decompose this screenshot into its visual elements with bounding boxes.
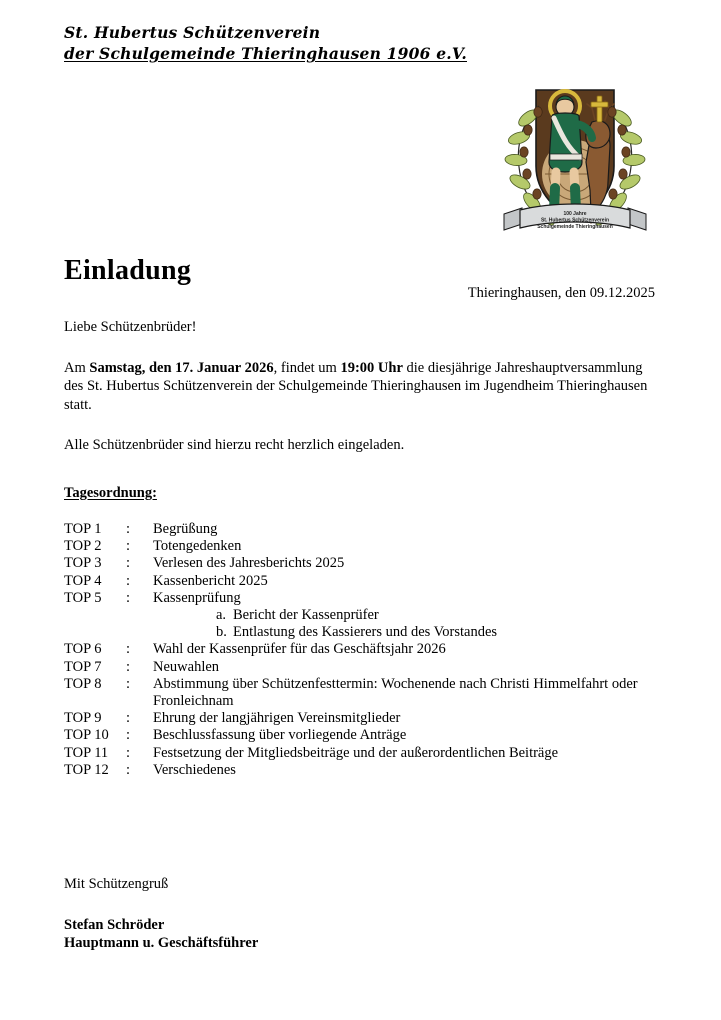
- agenda-item-colon: :: [126, 589, 131, 606]
- agenda-item-text: Neuwahlen: [153, 658, 220, 675]
- agenda-item-label: TOP 2: [64, 538, 102, 555]
- agenda-item-colon: :: [126, 521, 131, 537]
- agenda-item-colon: :: [126, 727, 131, 744]
- main-paragraph-part-2: , findet um: [273, 359, 341, 376]
- invitation-paragraph: Alle Schützenbrüder sind hierzu recht herzlich eingeladen.: [64, 437, 405, 453]
- agenda-subitem: [64, 624, 656, 641]
- club-emblem: [492, 62, 658, 238]
- agenda-item-colon: :: [126, 572, 131, 589]
- agenda-item-text: Beschlussfassung über vorliegende Anträge: [153, 727, 407, 744]
- agenda-item: [64, 590, 656, 607]
- agenda-item-label: TOP 6: [64, 641, 102, 658]
- agenda-item: [64, 659, 656, 676]
- agenda-item-text: Festsetzung der Mitgliedsbeiträge und der außerordentlichen Beiträge: [153, 744, 559, 761]
- agenda-subitem-marker: a.: [216, 607, 227, 624]
- main-paragraph: [64, 359, 656, 415]
- agenda-item-label: TOP 9: [64, 710, 102, 727]
- agenda-item-text: Verschiedenes: [153, 761, 236, 778]
- agenda-item-label: TOP 10: [64, 727, 109, 744]
- agenda-subitem-marker: b.: [216, 624, 227, 641]
- agenda-item-colon: :: [126, 658, 131, 675]
- agenda-item: [64, 762, 656, 779]
- agenda-list: [64, 521, 656, 779]
- agenda-item: [64, 573, 656, 590]
- agenda-item-label: TOP 11: [64, 744, 109, 761]
- agenda-item-text: Begrüßung: [153, 521, 218, 537]
- agenda-item-colon: :: [126, 675, 131, 692]
- emblem-banner: [504, 204, 646, 230]
- agenda-item-colon: :: [126, 555, 131, 572]
- agenda-item-text: Totengedenken: [153, 538, 242, 555]
- letterhead-line-1: St. Hubertus Schützenverein: [64, 23, 321, 42]
- agenda-item-text: Kassenbericht 2025: [153, 572, 268, 589]
- agenda-item: [64, 710, 656, 727]
- agenda-subitem: [64, 607, 656, 624]
- letter-body: [64, 318, 656, 455]
- agenda-item-colon: :: [126, 641, 131, 658]
- agenda-item-label: TOP 1: [64, 521, 102, 537]
- agenda-item-text: Verlesen des Jahresberichts 2025: [153, 555, 345, 572]
- agenda-item-colon: :: [126, 538, 131, 555]
- agenda-item-colon: :: [126, 710, 131, 727]
- meeting-time-bold: 19:00 Uhr: [340, 359, 403, 376]
- agenda-item: [64, 727, 656, 744]
- agenda-item-label: TOP 4: [64, 572, 102, 589]
- agenda-item-label: TOP 3: [64, 555, 102, 572]
- agenda-item: [64, 538, 656, 555]
- agenda-subitem-text: Entlastung des Kassierers und des Vorstandes: [233, 624, 498, 641]
- agenda-item-text: Wahl der Kassenprüfer für das Geschäftsjahr 2026: [153, 641, 446, 658]
- meeting-date-bold: Samstag, den 17. Januar 2026: [89, 359, 274, 376]
- date-line: Thieringhausen, den 09.12.2025: [467, 285, 655, 301]
- banner-text-line-1: 100 Jahre: [563, 211, 587, 217]
- agenda-item: [64, 521, 656, 538]
- letterhead: [64, 22, 467, 64]
- agenda-subitem-text: Bericht der Kassenprüfer: [233, 607, 379, 624]
- main-paragraph-part-3: die diesjährige Jahreshauptversammlung des St. Hubertus Schützenverein der Schulgemeinde Thieringhausen im Jugendheim Thieringhausen statt.: [64, 359, 648, 413]
- agenda-item-label: TOP 7: [64, 658, 102, 675]
- page-title: Einladung: [64, 254, 192, 286]
- agenda-item: [64, 745, 656, 762]
- agenda-item-label: TOP 8: [64, 675, 102, 692]
- banner-text-line-3: Schulgemeinde Thieringhausen: [537, 224, 613, 230]
- salutation: Liebe Schützenbrüder!: [64, 319, 197, 335]
- letterhead-line-2: der Schulgemeinde Thieringhausen 1906 e.V.: [64, 44, 467, 63]
- agenda-item-text: Abstimmung über Schützenfesttermin: Wochenende nach Christi Himmelfahrt oder Fronleichnam: [153, 675, 638, 710]
- agenda-item-colon: :: [126, 761, 131, 778]
- agenda-item-label: TOP 12: [64, 761, 109, 778]
- agenda-item: [64, 641, 656, 658]
- signature-role: Hauptmann u. Geschäftsführer: [64, 935, 259, 951]
- closing-greeting: Mit Schützengruß: [64, 876, 169, 892]
- banner-text-line-2: St. Hubertus Schützenverein: [540, 217, 610, 224]
- agenda-item-label: TOP 5: [64, 589, 102, 606]
- signature-name: Stefan Schröder: [64, 916, 165, 933]
- main-paragraph-part-1: Am: [64, 359, 90, 376]
- agenda-item: [64, 555, 656, 572]
- agenda-heading: Tagesordnung:: [64, 485, 157, 501]
- closing-block: [64, 875, 258, 953]
- agenda-item: [64, 676, 656, 710]
- agenda-item-colon: :: [126, 744, 131, 761]
- agenda-item-text: Kassenprüfung: [153, 589, 241, 606]
- agenda-item-text: Ehrung der langjährigen Vereinsmitglieder: [153, 710, 401, 727]
